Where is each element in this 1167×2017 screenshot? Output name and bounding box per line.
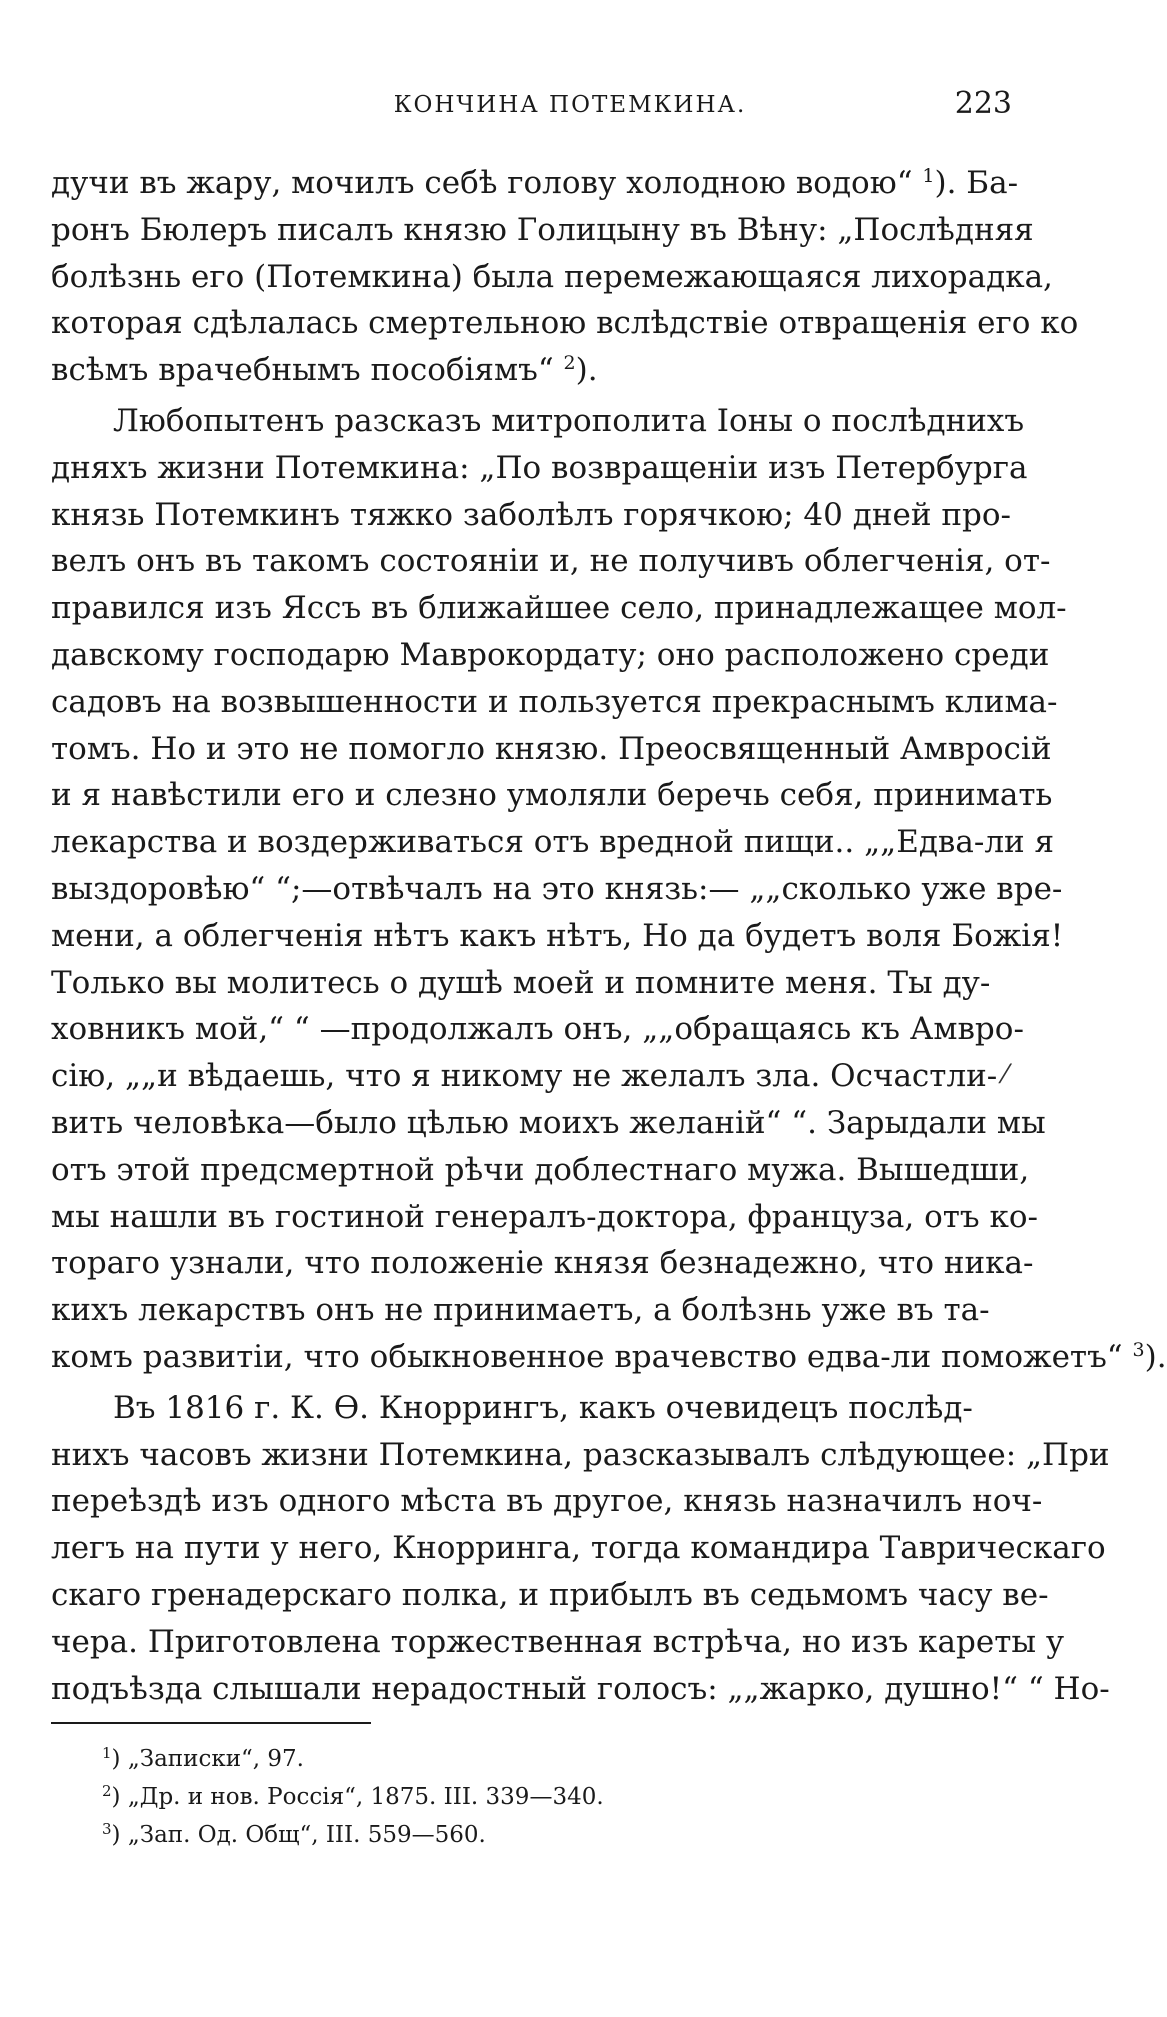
- text-line-content: выздоровѣю“ “;—отвѣчалъ на это князь:— „„сколько уже вре-: [51, 870, 1063, 907]
- text-line: [51, 866, 1063, 913]
- footnote: [102, 1740, 604, 1778]
- text-line: [51, 300, 1079, 347]
- footnote-text: ) „Зап. Од. Общ“, III. 559—560.: [111, 1822, 486, 1848]
- text-line-content: нихъ часовъ жизни Потемкина, разсказывалъ слѣдующее: „При: [51, 1436, 1110, 1473]
- text-line-content: томъ. Но и это не помогло князю. Преосвященный Амвросій: [51, 730, 1052, 767]
- text-line-content: лекарства и воздерживаться отъ вредной пищи.. „„Едва-ли я: [51, 824, 1055, 861]
- text-line-content: подъѣзда слышали нерадостный голосъ: „„жарко, душно!“ “ Но-: [51, 1670, 1110, 1707]
- text-line: [51, 1525, 1106, 1572]
- text-line-content: всѣмъ врачебнымъ пособіямъ“: [51, 352, 564, 389]
- text-line: [51, 1432, 1110, 1479]
- text-line-content: отъ этой предсмертной рѣчи доблестнаго мужа. Вышедши,: [51, 1151, 1030, 1188]
- text-line-content: которая сдѣлалась смертельною вслѣдствіе отвращенія его ко: [51, 305, 1079, 342]
- text-line-content: комъ развитіи, что обыкновенное врачевство едва-ли поможетъ“: [51, 1338, 1133, 1375]
- text-line: [51, 679, 1058, 726]
- text-line: [51, 772, 1053, 819]
- text-line-content: болѣзнь его (Потемкина) была перемежающаяся лихорадка,: [51, 258, 1053, 295]
- text-line-content: мы нашли въ гостиной генералъ-доктора, француза, отъ ко-: [51, 1198, 1038, 1235]
- running-title: КОНЧИНА ПОТЕМКИНА.: [393, 92, 747, 118]
- footnote-reference: 1: [922, 165, 935, 187]
- text-line-content: и я навѣстили его и слезно умоляли беречь себя, принимать: [51, 777, 1053, 814]
- text-line-content: тораго узнали, что положеніе князя безнадежно, что ника-: [51, 1245, 1034, 1282]
- text-line: [51, 1619, 1065, 1666]
- body-text: [51, 160, 1167, 1712]
- footnote-reference: 3: [1132, 1338, 1145, 1361]
- text-line-content: давскому господарю Маврокордату; оно расположено среди: [51, 636, 1050, 673]
- text-line: [51, 538, 1051, 585]
- margin-pencil-mark: ⁄: [1003, 1060, 1008, 1090]
- text-line-content: велъ онъ въ такомъ состояніи и, не получивъ облегченія, от-: [51, 543, 1051, 580]
- text-line-content: Только вы молитесь о душѣ моей и помните меня. Ты ду-: [51, 964, 991, 1001]
- text-line-content: вить человѣка—было цѣлью моихъ желаній“ “. Зарыдали мы: [51, 1104, 1046, 1141]
- text-line: [51, 1147, 1030, 1194]
- text-line: [51, 585, 1067, 632]
- text-line: [51, 1478, 1043, 1525]
- text-line: [51, 347, 1009, 394]
- text-line-content: дучи въ жару, мочилъ себѣ голову холодною водою“: [51, 165, 923, 201]
- text-line: [51, 492, 1009, 539]
- text-line: [51, 254, 1053, 301]
- text-line: [51, 445, 1028, 492]
- text-line: [51, 1053, 1009, 1100]
- text-line: [51, 726, 1052, 773]
- text-line-content: правился изъ Яссъ въ ближайшее село, принадлежащее мол-: [51, 590, 1067, 627]
- text-line: [51, 1006, 1024, 1053]
- footnote-mark: 3: [102, 1820, 112, 1838]
- text-line-tail: ).: [1144, 1338, 1167, 1375]
- text-line: [51, 1194, 1038, 1241]
- footnote-divider: [51, 1722, 371, 1724]
- text-line-content: кихъ лекарствъ онъ не принимаетъ, а болѣзнь уже въ та-: [51, 1292, 990, 1329]
- text-line: [51, 1287, 1009, 1334]
- page-number: 223: [954, 86, 1012, 121]
- text-line: [51, 1572, 1049, 1619]
- text-line-content: скаго гренадерскаго полка, и прибылъ въ седьмомъ часу ве-: [51, 1576, 1049, 1613]
- text-line: [51, 1100, 1046, 1147]
- text-line-content: ронъ Бюлеръ писалъ князю Голицыну въ Вѣну: „Послѣдняя: [51, 211, 1034, 248]
- text-line-tail: ). Ба-: [934, 165, 1019, 201]
- text-line-content: переѣздѣ изъ одного мѣста въ другое, князь назначилъ ноч-: [51, 1483, 1043, 1520]
- text-line: [51, 960, 1009, 1007]
- text-line-content: князь Потемкинъ тяжко заболѣлъ горячкою; 40 дней про-: [51, 496, 1011, 533]
- text-line: [51, 913, 1064, 960]
- text-line: [51, 1385, 1009, 1432]
- text-line: [51, 1666, 1110, 1713]
- text-line-tail: ).: [575, 352, 598, 389]
- text-line-content: чера. Приготовлена торжественная встрѣча, но изъ кареты у: [51, 1623, 1065, 1660]
- footnote-reference: 2: [563, 352, 576, 375]
- text-line-content: ховникъ мой,“ “ —продолжалъ онъ, „„обращаясь къ Амвро-: [51, 1011, 1024, 1048]
- text-line: [51, 632, 1050, 679]
- text-line: [51, 1334, 1167, 1381]
- text-line-content: легъ на пути у него, Кнорринга, тогда командира Таврическаго: [51, 1530, 1106, 1567]
- footnote-mark: 2: [102, 1782, 112, 1800]
- text-line-content: сію, „„и вѣдаешь, что я никому не желалъ зла. Осчастли-: [51, 1058, 998, 1095]
- text-line: [51, 207, 1034, 254]
- footnote: [102, 1778, 604, 1816]
- footnote-text: ) „Записки“, 97.: [111, 1746, 304, 1772]
- text-line: [51, 160, 1019, 207]
- text-line-content: Въ 1816 г. К. Ѳ. Кноррингъ, какъ очевидецъ послѣд-: [113, 1389, 973, 1426]
- text-line-content: дняхъ жизни Потемкина: „По возвращеніи изъ Петербурга: [51, 449, 1028, 486]
- footnotes: [102, 1740, 604, 1854]
- text-line-content: мени, а облегченія нѣтъ какъ нѣтъ, Но да будетъ воля Божія!: [51, 917, 1064, 954]
- footnote-mark: 1: [102, 1744, 112, 1762]
- footnote: [102, 1816, 604, 1854]
- text-line: [51, 398, 1025, 445]
- text-line: [51, 819, 1055, 866]
- footnote-text: ) „Др. и нов. Россія“, 1875. III. 339—340.: [111, 1784, 604, 1810]
- text-line-content: Любопытенъ разсказъ митрополита Іоны о послѣднихъ: [113, 402, 1025, 439]
- text-line: [51, 1240, 1034, 1287]
- text-line-content: садовъ на возвышенности и пользуется прекраснымъ клима-: [51, 683, 1058, 720]
